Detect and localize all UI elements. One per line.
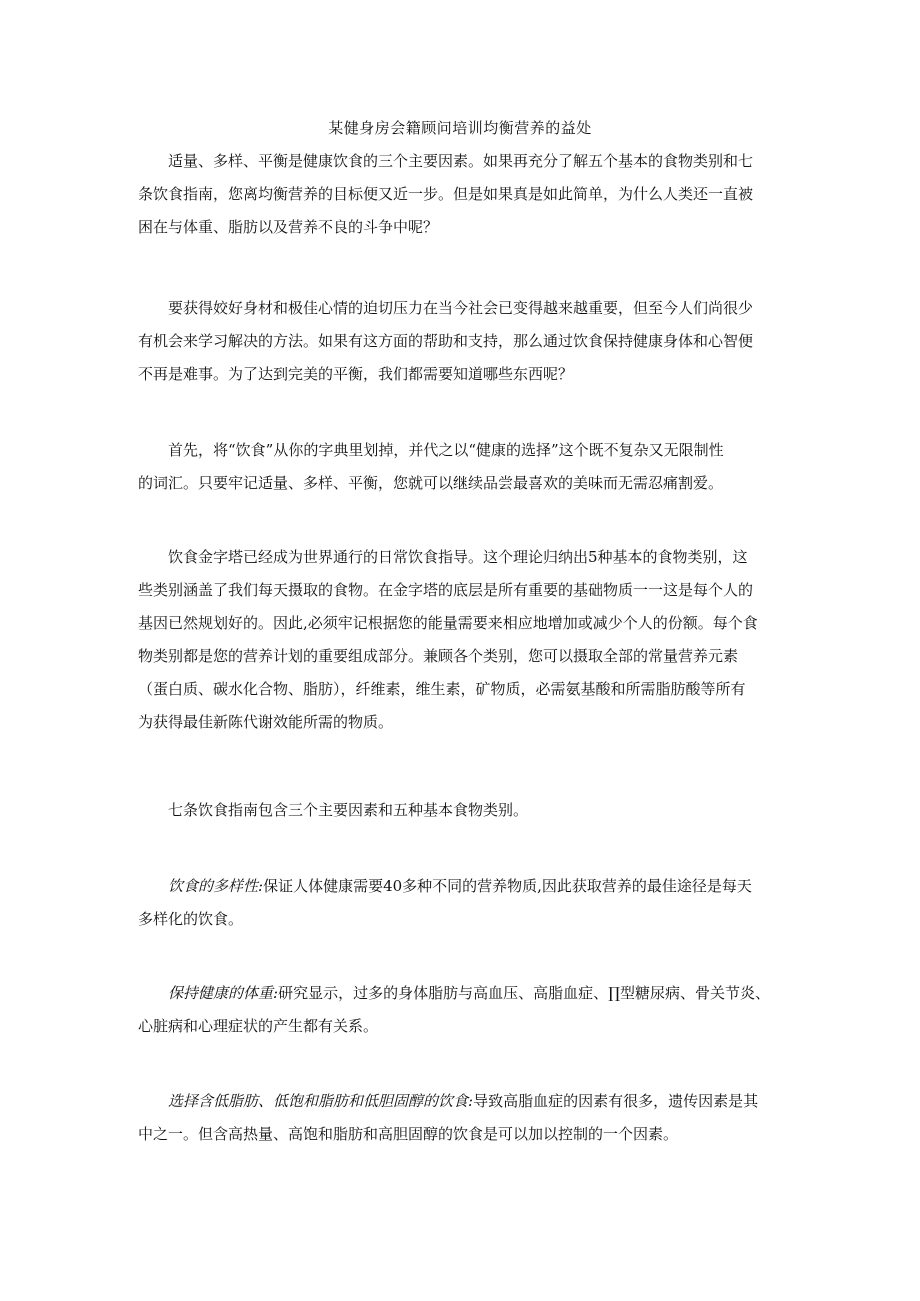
paragraph-line: 多样化的饮食。 (138, 910, 244, 928)
paragraph-line: 为获得最佳新陈代谢效能所需的物质。 (138, 713, 394, 731)
guideline-text: 保证人体健康需要40多种不同的营养物质,因此获取营养的最佳途径是每天 (263, 877, 752, 895)
paragraph-line: 中之一。但含高热量、高饱和脂肪和高胆固醇的饮食是可以加以控制的一个因素。 (138, 1125, 679, 1143)
paragraph-line: 的词汇。只要牢记适量、多样、平衡，您就可以继续品尝最喜欢的美味而无需忍痛割爱。 (138, 474, 724, 492)
paragraph-line: （蛋白质、碳水化合物、脂肪），纤维素，维生素，矿物质，必需氨基酸和所需脂肪酸等所有 (138, 680, 746, 698)
paragraph-line: 七条饮食指南包含三个主要因素和五种基本食物类别。 (168, 801, 529, 819)
paragraph-line: 首先，将“饮食”从你的字典里划掉，并代之以“健康的选择”这个既不复杂又无限制性 (168, 441, 724, 459)
guideline-heading: 饮食的多样性: (168, 877, 264, 895)
paragraph-8 (138, 1085, 798, 1151)
paragraph-line: 适量、多样、平衡是健康饮食的三个主要因素。如果再充分了解五个基本的食物类别和七 (168, 152, 754, 170)
paragraph-1 (138, 145, 798, 244)
paragraph-line: 要获得姣好身材和极佳心情的迫切压力在当今社会已变得越来越重要，但至今人们尚很少 (168, 299, 754, 317)
paragraph-4 (138, 541, 798, 739)
guideline-text: 研究显示，过多的身体脂肪与高血压、高脂血症、∏型糖尿病、骨关节炎、 (278, 984, 771, 1002)
paragraph-line: 条饮食指南，您离均衡营养的目标便又近一步。但是如果真是如此简单，为什么人类还一直被 (138, 185, 754, 203)
paragraph-5 (138, 794, 798, 827)
paragraph-line: 困在与体重、脂肪以及营养不良的斗争中呢？ (138, 218, 439, 236)
paragraph-line: 不再是难事。为了达到完美的平衡，我们都需要知道哪些东西呢？ (138, 365, 574, 383)
paragraph-line (138, 977, 798, 1010)
guideline-text: 导致高脂血症的因素有很多，遗传因素是其 (473, 1092, 759, 1110)
paragraph-line (138, 870, 798, 903)
paragraph-line: 基因已然规划好的。因此,必须牢记根据您的能量需要来相应地增加或减少个人的份额。每个食 (138, 614, 758, 632)
paragraph-3 (138, 434, 798, 500)
guideline-heading: 保持健康的体重: (168, 984, 279, 1002)
paragraph-line: 有机会来学习解决的方法。如果有这方面的帮助和支持，那么通过饮食保持健康身体和心智便 (138, 332, 754, 350)
paragraph-line: 心脏病和心理症状的产生都有关系。 (138, 1017, 379, 1035)
paragraph-2 (138, 292, 798, 391)
paragraph-line: 饮食金字塔已经成为世界通行的日常饮食指导。这个理论归纳出5种基本的食物类别，这 (168, 548, 748, 566)
document-title: 某健身房会籍顾问培训均衡营养的益处 (328, 119, 592, 137)
paragraph-6 (138, 870, 798, 936)
guideline-heading: 选择含低脂肪、低饱和脂肪和低胆固醇的饮食: (168, 1092, 474, 1110)
paragraph-line: 物类别都是您的营养计划的重要组成部分。兼顾各个类别，您可以摄取全部的常量营养元素 (138, 647, 739, 665)
paragraph-line: 些类别涵盖了我们每天摄取的食物。在金字塔的底层是所有重要的基础物质一一这是每个人的 (138, 581, 754, 599)
paragraph-7 (138, 977, 798, 1043)
paragraph-line (138, 1085, 798, 1118)
